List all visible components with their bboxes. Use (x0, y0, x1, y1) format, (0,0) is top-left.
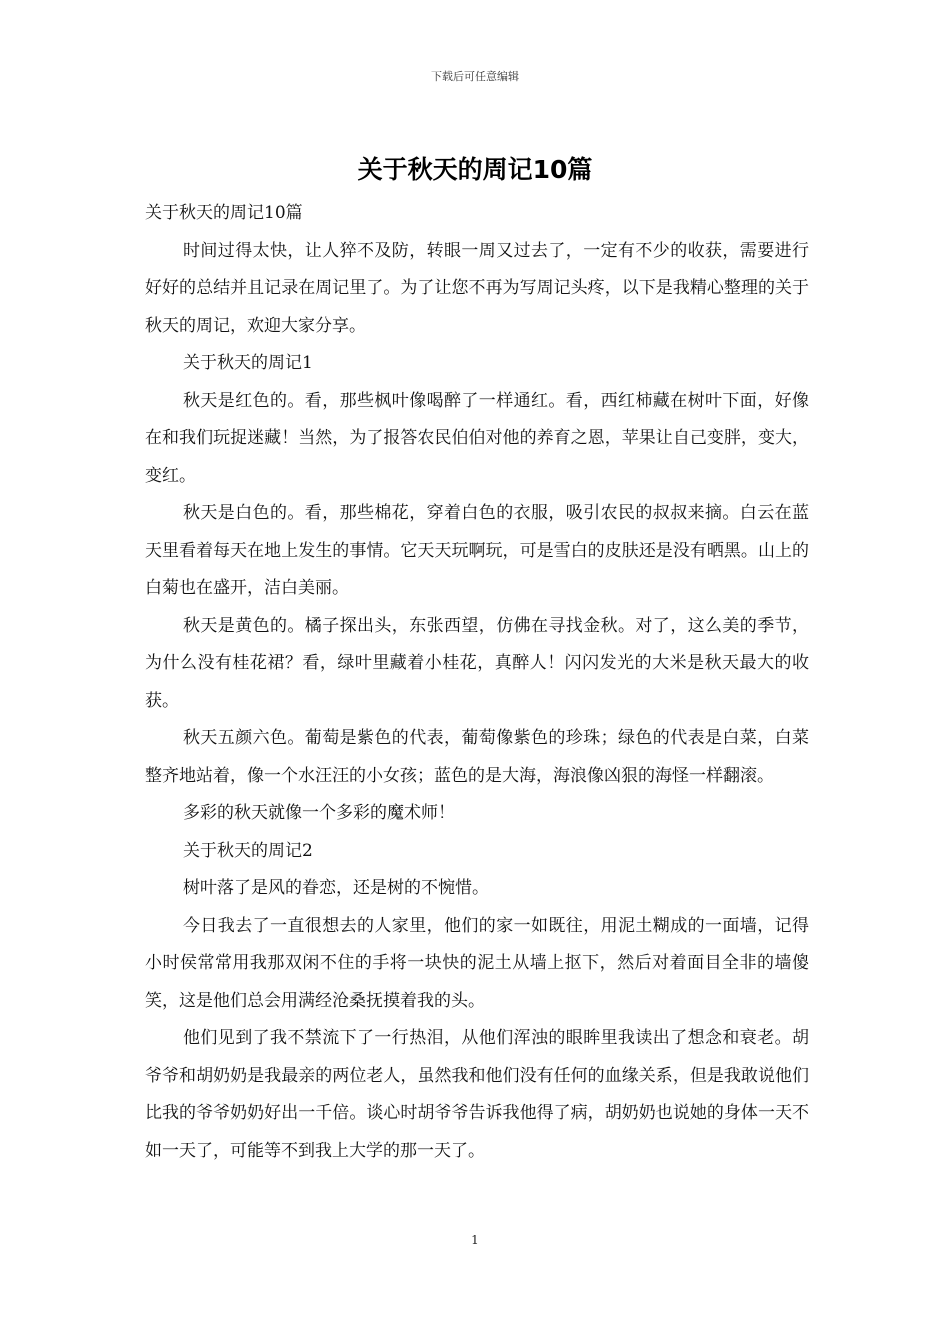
document-body (145, 195, 809, 1170)
page-number: 1 (471, 1233, 479, 1247)
paragraph-yellow-autumn: 秋天是黄色的。橘子探出头，东张西望，仿佛在寻找金秋。对了，这么美的季节，为什么没有桂花裙？看，绿叶里藏着小桂花，真醉人！闪闪发光的大米是秋天最大的收获。 (145, 615, 809, 711)
paragraph-leaves: 树叶落了是风的眷恋，还是树的不惋惜。 (183, 878, 489, 898)
intro-paragraph: 时间过得太快，让人猝不及防，转眼一周又过去了，一定有不少的收获，需要进行好好的总结并且记录在周记里了。为了让您不再为写周记头疼，以下是我精心整理的关于秋天的周记，欢迎大家分享。 (145, 240, 809, 336)
section-heading-2: 关于秋天的周记2 (183, 840, 313, 861)
header-note: 下载后可任意编辑 (431, 70, 519, 83)
paragraph-magician: 多彩的秋天就像一个多彩的魔术师！ (183, 803, 455, 823)
paragraph-red-autumn: 秋天是红色的。看，那些枫叶像喝醉了一样通红。看，西红柿藏在树叶下面，好像在和我们玩捉迷藏！当然，为了报答农民伯伯对他的养育之恩，苹果让自己变胖，变大，变红。 (145, 390, 809, 486)
paragraph-visit: 今日我去了一直很想去的人家里，他们的家一如既往，用泥土糊成的一面墙，记得小时侯常常用我那双闲不住的手将一块快的泥土从墙上抠下，然后对着面目全非的墙傻笑，这是他们总会用满经沧桑抚摸着我的头。 (145, 915, 809, 1011)
subtitle-line: 关于秋天的周记10篇 (145, 203, 303, 223)
document-title: 关于秋天的周记10篇 (357, 155, 593, 184)
paragraph-colorful-autumn: 秋天五颜六色。葡萄是紫色的代表，葡萄像紫色的珍珠；绿色的代表是白菜，白菜整齐地站着，像一个水汪汪的小女孩；蓝色的是大海，海浪像凶狠的海怪一样翻滚。 (145, 728, 809, 786)
paragraph-white-autumn: 秋天是白色的。看，那些棉花，穿着白色的衣服，吸引农民的叔叔来摘。白云在蓝天里看着每天在地上发生的事情。它天天玩啊玩，可是雪白的皮肤还是没有晒黑。山上的白菊也在盛开，洁白美丽。 (145, 503, 809, 598)
paragraph-grandparents: 他们见到了我不禁流下了一行热泪，从他们浑浊的眼眸里我读出了想念和衰老。胡爷爷和胡奶奶是我最亲的两位老人，虽然我和他们没有任何的血缘关系，但是我敢说他们比我的爷爷奶奶好出一千倍。谈心时胡爷爷告诉我他得了病，胡奶奶也说她的身体一天不如一天了，可能等不到我上大学的那一天了。 (145, 1028, 809, 1161)
section-heading-1: 关于秋天的周记1 (183, 353, 313, 373)
